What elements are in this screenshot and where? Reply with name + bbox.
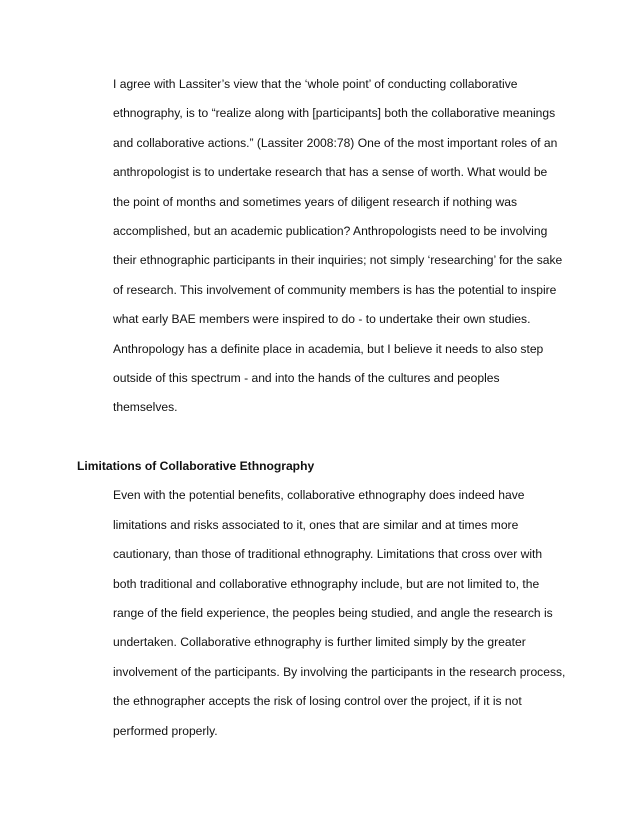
document-body (77, 70, 567, 746)
paragraph-lassiter: I agree with Lassiter’s view that the ‘whole point’ of conducting collaborative ethnography, is to “realize along with [participants] both the collaborative meanings and collaborative actions.” (Lassiter 2008:78) One of the most important roles of an anthropologist is to undertake research that has a sense of worth. What would be the point of months and sometimes years of diligent research if nothing was accomplished, but an academic publication? Anthropologists need to be involving their ethnographic participants in their inquiries; not simply ‘researching’ for the sake of research. This involvement of community members is has the potential to inspire what early BAE members were inspired to do - to undertake their own studies. Anthropology has a definite place in academia, but I believe it needs to also step outside of this spectrum - and into the hands of the cultures and peoples themselves. (113, 77, 566, 415)
paragraph-limitations: Even with the potential benefits, collaborative ethnography does indeed have limitations and risks associated to it, ones that are similar and at times more cautionary, than those of traditional ethnography. Limitations that cross over with both traditional and collaborative ethnography include, but are not limited to, the range of the field experience, the peoples being studied, and angle the research is undertaken. Collaborative ethnography is further limited simply by the greater involvement of the participants. By involving the participants in the research process, the ethnographer accepts the risk of losing control over the project, if it is not performed properly. (113, 488, 569, 738)
section-heading: Limitations of Collaborative Ethnography (77, 458, 315, 473)
paragraph-gap (77, 423, 567, 452)
